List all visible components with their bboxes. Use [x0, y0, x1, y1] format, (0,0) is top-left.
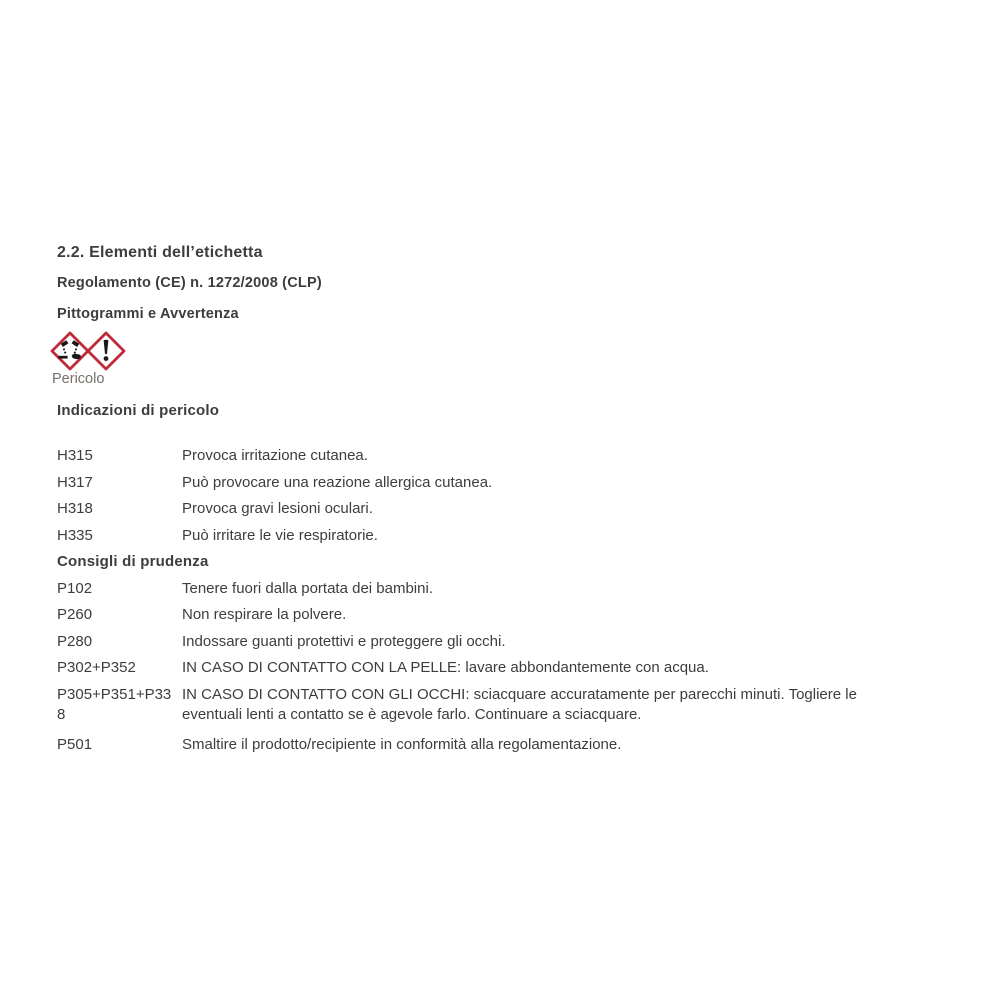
hazard-row — [57, 446, 887, 466]
precaution-code: P280 — [57, 632, 93, 650]
hazard-statements-heading: Indicazioni di pericolo — [57, 402, 220, 419]
hazard-row — [57, 499, 887, 519]
hazard-code: H335 — [57, 526, 93, 544]
hazard-code: H318 — [57, 500, 93, 517]
signal-word: Pericolo — [52, 371, 105, 387]
precaution-code: P102 — [57, 579, 93, 597]
precaution-row — [57, 735, 887, 755]
precaution-code: P501 — [57, 735, 93, 753]
hazard-text: Può irritare le vie respiratorie. — [182, 526, 378, 544]
precaution-text: IN CASO DI CONTATTO CON GLI OCCHI: sciacquare accuratamente per parecchi minuti. Togliere le eventuali lenti a contatto se è agevole farlo. Continuare a sciacquare. — [182, 685, 857, 723]
section-title: 2.2. Elementi dell’etichetta — [57, 244, 263, 261]
precaution-text: IN CASO DI CONTATTO CON LA PELLE: lavare abbondantemente con acqua. — [182, 659, 709, 676]
hazard-row — [57, 526, 887, 546]
precaution-code: P305+P351+P338 — [57, 685, 172, 723]
pictograms-heading: Pittogrammi e Avvertenza — [57, 306, 239, 322]
hazard-text: Provoca irritazione cutanea. — [182, 447, 368, 464]
precaution-row — [57, 632, 887, 652]
ghs05-corrosion-icon — [50, 331, 90, 371]
precaution-code: P302+P352 — [57, 659, 136, 676]
precaution-row — [57, 685, 887, 725]
label-elements-section — [52, 244, 887, 761]
precaution-row — [57, 579, 887, 599]
hazard-code: H317 — [57, 473, 93, 491]
precautionary-statements-heading: Consigli di prudenza — [57, 552, 209, 570]
precaution-text: Smaltire il prodotto/recipiente in conformità alla regolamentazione. — [182, 735, 622, 753]
hazard-code: H315 — [57, 447, 93, 464]
hazard-text: Provoca gravi lesioni oculari. — [182, 500, 373, 517]
hazard-row — [57, 473, 887, 493]
precaution-row — [57, 605, 887, 625]
ghs05-diamond-border — [52, 333, 88, 369]
regulation-heading: Regolamento (CE) n. 1272/2008 (CLP) — [57, 275, 322, 291]
ghs07-exclamation-icon — [86, 331, 126, 371]
pictogram-row — [50, 331, 887, 371]
precaution-text: Tenere fuori dalla portata dei bambini. — [182, 579, 433, 597]
precaution-row — [57, 658, 887, 678]
precaution-text: Indossare guanti protettivi e proteggere gli occhi. — [182, 632, 506, 650]
precaution-text: Non respirare la polvere. — [182, 606, 347, 623]
precaution-code: P260 — [57, 606, 93, 623]
hazard-text: Può provocare una reazione allergica cutanea. — [182, 473, 493, 491]
